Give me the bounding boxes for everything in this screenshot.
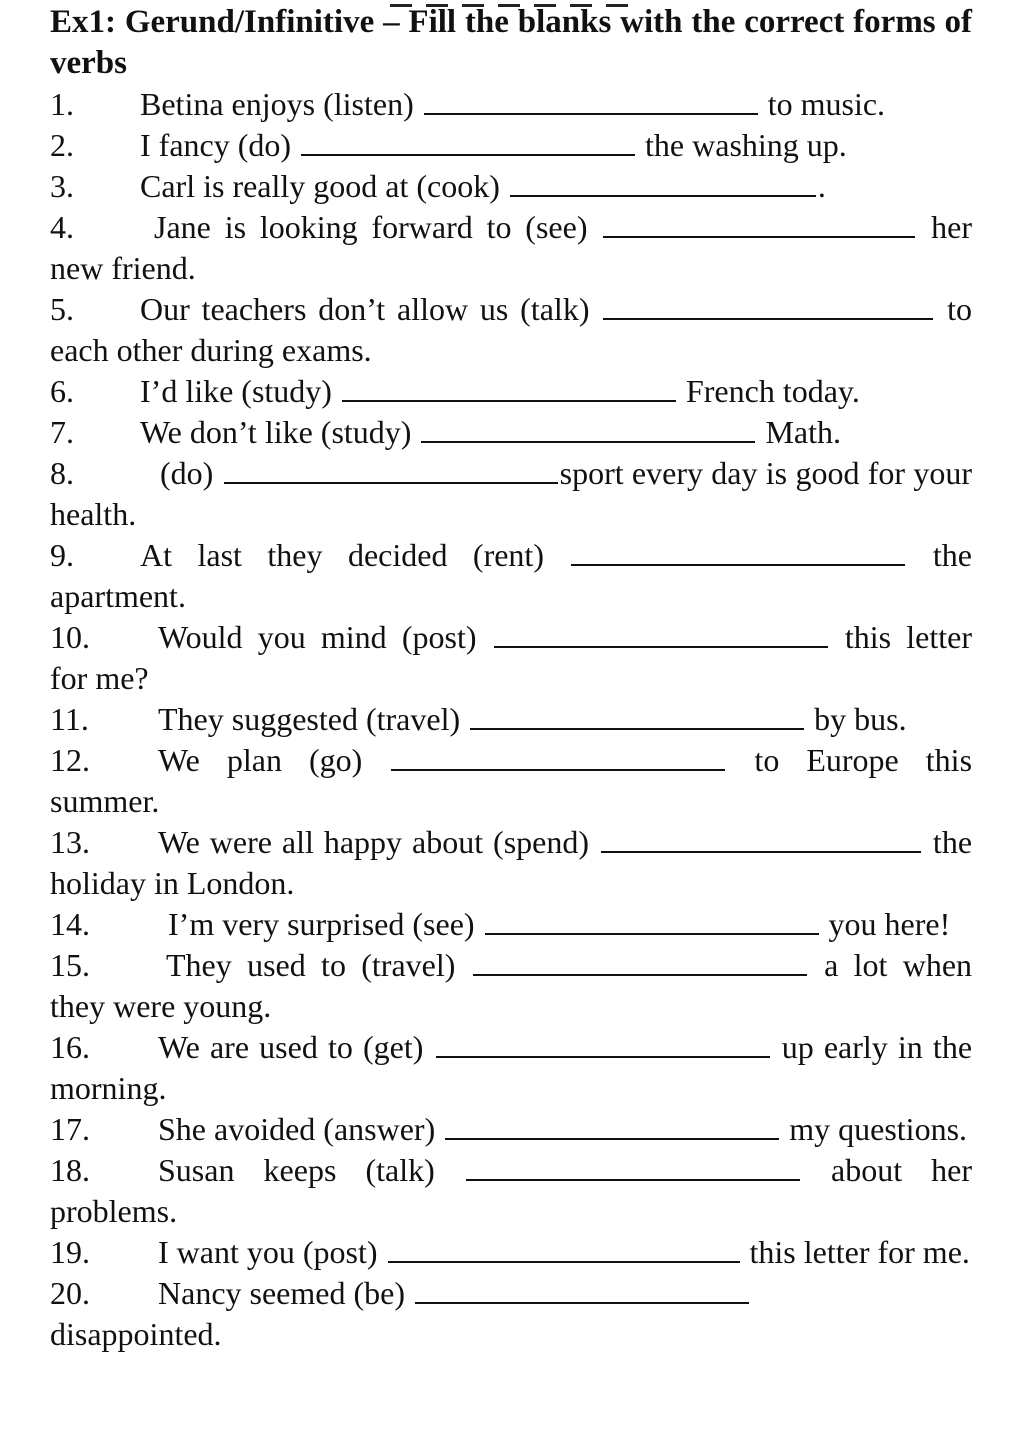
item-text-after: this letter for me. [749, 1234, 970, 1270]
item-text-before: I fancy (do) [140, 127, 292, 163]
item-number: 4. [50, 209, 74, 245]
exercise-item [50, 945, 972, 1027]
exercise-item [50, 371, 972, 412]
exercise-item [50, 617, 972, 699]
item-number: 8. [50, 455, 74, 491]
answer-blank[interactable] [224, 453, 558, 484]
item-number: 20. [50, 1275, 90, 1311]
item-text-after: her new friend. [50, 209, 973, 286]
item-text-before: She avoided (answer) [158, 1111, 436, 1147]
exercise-title: Ex1: Gerund/Infinitive – Fill the blanks with the correct forms of verbs [50, 4, 972, 81]
item-text-after: my questions. [789, 1111, 968, 1147]
item-text-before: I’d like (study) [140, 373, 332, 409]
item-text-after: the washing up. [645, 127, 847, 163]
item-number: 3. [50, 168, 74, 204]
item-number: 13. [50, 824, 90, 860]
item-number: 7. [50, 414, 74, 450]
item-number: 15. [50, 947, 90, 983]
item-number: 19. [50, 1234, 90, 1270]
item-text-after: up early in the morning. [50, 1029, 973, 1106]
item-text-after: to each other during exams. [50, 291, 973, 368]
item-text-before: Would you mind (post) [158, 619, 477, 655]
item-text-after: about her problems. [50, 1152, 973, 1229]
item-number: 14. [50, 906, 90, 942]
item-number: 6. [50, 373, 74, 409]
item-text-before: We were all happy about (spend) [158, 824, 590, 860]
answer-blank[interactable] [391, 740, 725, 771]
answer-blank[interactable] [421, 412, 755, 443]
exercise-item [50, 125, 972, 166]
answer-blank[interactable] [603, 289, 933, 320]
item-text-before: Carl is really good at (cook) [140, 168, 500, 204]
exercise-item [50, 1150, 972, 1232]
item-text-after: the holiday in London. [50, 824, 973, 901]
item-text-before: They used to (travel) [166, 947, 456, 983]
item-number: 2. [50, 127, 74, 163]
answer-blank[interactable] [473, 945, 807, 976]
exercise-item [50, 207, 972, 289]
answer-blank[interactable] [510, 166, 816, 197]
exercise-item [50, 289, 972, 371]
item-number: 17. [50, 1111, 90, 1147]
item-text-before: They suggested (travel) [158, 701, 461, 737]
item-number: 9. [50, 537, 74, 573]
item-number: 12. [50, 742, 90, 778]
item-number: 18. [50, 1152, 90, 1188]
exercise-item [50, 535, 972, 617]
exercise-item [50, 453, 972, 535]
item-text-after: . [817, 168, 826, 204]
item-text-before: I want you (post) [158, 1234, 378, 1270]
answer-blank[interactable] [470, 699, 804, 730]
item-text-before: Our teachers don’t allow us (talk) [140, 291, 590, 327]
item-text-before: We plan (go) [158, 742, 363, 778]
answer-blank[interactable] [415, 1273, 749, 1304]
answer-blank[interactable] [424, 84, 758, 115]
exercise-item [50, 84, 972, 125]
cropped-continuation-text: disappointed. [50, 1316, 222, 1352]
answer-blank[interactable] [601, 822, 921, 853]
item-text-before: Jane is looking forward to (see) [154, 209, 588, 245]
item-number: 1. [50, 86, 74, 122]
item-text-after: you here! [828, 906, 951, 942]
item-text-after: this letter for me? [50, 619, 973, 696]
item-text-before: (do) [160, 455, 214, 491]
exercise-item [50, 740, 972, 822]
item-number: 10. [50, 619, 90, 655]
item-text-before: We are used to (get) [158, 1029, 424, 1065]
exercise-item [50, 1027, 972, 1109]
answer-blank[interactable] [445, 1109, 779, 1140]
item-text-after: sport every day is good for your health. [50, 455, 973, 532]
item-number: 5. [50, 291, 74, 327]
item-text-before: Nancy seemed (be) [158, 1275, 405, 1311]
exercise-list [50, 84, 972, 1314]
exercise-item [50, 1273, 972, 1314]
item-text-after: a lot when they were young. [50, 947, 973, 1024]
item-text-after: to music. [767, 86, 886, 122]
item-number: 11. [50, 701, 89, 737]
exercise-item [50, 822, 972, 904]
answer-blank[interactable] [485, 904, 819, 935]
item-text-after: the apartment. [50, 537, 972, 614]
item-text-after: by bus. [814, 701, 907, 737]
exercise-item [50, 412, 972, 453]
answer-blank[interactable] [342, 371, 676, 402]
exercise-item [50, 699, 972, 740]
cropped-previous-line [390, 0, 670, 2]
item-text-after: Math. [765, 414, 841, 450]
item-text-before: Betina enjoys (listen) [140, 86, 414, 122]
exercise-item [50, 166, 972, 207]
exercise-item [50, 904, 972, 945]
answer-blank[interactable] [301, 125, 635, 156]
answer-blank[interactable] [436, 1027, 770, 1058]
item-text-before: Susan keeps (talk) [158, 1152, 435, 1188]
answer-blank[interactable] [494, 617, 828, 648]
item-text-before: At last they decided (rent) [140, 537, 544, 573]
answer-blank[interactable] [571, 535, 905, 566]
item-text-before: We don’t like (study) [140, 414, 412, 450]
answer-blank[interactable] [603, 207, 915, 238]
item-text-after: to Europe this summer. [50, 742, 973, 819]
item-text-after: French today. [685, 373, 860, 409]
answer-blank[interactable] [466, 1150, 800, 1181]
exercise-item [50, 1232, 972, 1273]
answer-blank[interactable] [388, 1232, 740, 1263]
exercise-item [50, 1109, 972, 1150]
item-text-before: I’m very surprised (see) [168, 906, 475, 942]
item-number: 16. [50, 1029, 90, 1065]
